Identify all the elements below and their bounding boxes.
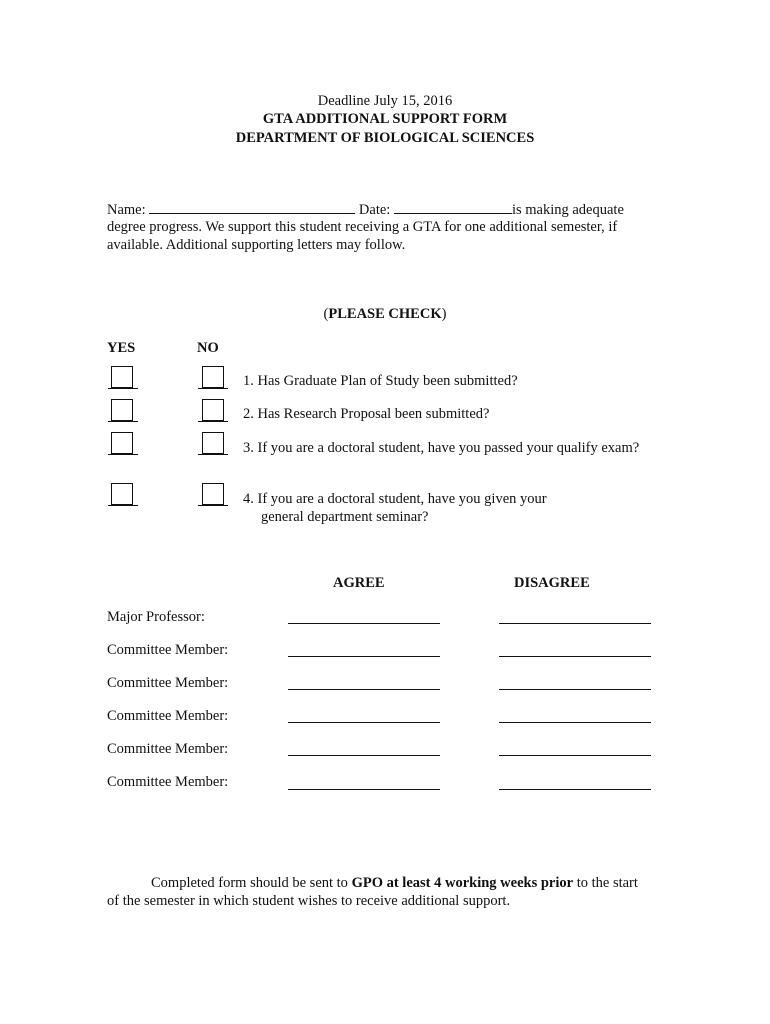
committee-member-1-agree-line[interactable] [288, 656, 440, 657]
name-label: Name: [107, 202, 146, 218]
intro-line1-tail: is making adequate [511, 202, 624, 218]
yes-checkbox-3-line [108, 454, 138, 455]
footer-line-2: of the semester in which student wishes to receive additional support. [107, 893, 511, 909]
yes-checkbox-3[interactable] [111, 432, 133, 454]
committee-member-4-label: Committee Member: [107, 741, 229, 757]
please-check-heading: (PLEASE CHECK) [323, 306, 447, 322]
question-4-continued: general department seminar? [261, 509, 429, 525]
no-checkbox-4-line [198, 505, 228, 506]
committee-member-5-agree-line[interactable] [288, 789, 440, 790]
committee-member-3-agree-line[interactable] [288, 722, 440, 723]
committee-member-5-label: Committee Member: [107, 774, 229, 790]
major-professor-agree-line[interactable] [288, 623, 440, 624]
committee-member-3-label: Committee Member: [107, 708, 229, 724]
question-3: 3. If you are a doctoral student, have you passed your qualify exam? [243, 440, 640, 456]
name-field[interactable] [149, 201, 355, 214]
agree-column-label: AGREE [333, 575, 385, 591]
major-professor-disagree-line[interactable] [499, 623, 651, 624]
yes-checkbox-1[interactable] [111, 366, 133, 388]
question-1: 1. Has Graduate Plan of Study been submitted? [243, 373, 518, 389]
no-checkbox-3-line [198, 454, 228, 455]
committee-member-2-disagree-line[interactable] [499, 689, 651, 690]
intro-line-3: available. Additional supporting letters may follow. [107, 237, 406, 253]
footer-text-start: Completed form should be sent to [151, 875, 352, 891]
major-professor-label: Major Professor: [107, 609, 205, 625]
yes-checkbox-4[interactable] [111, 483, 133, 505]
footer-text-end: to the start [573, 875, 638, 891]
committee-member-4-agree-line[interactable] [288, 755, 440, 756]
committee-member-5-disagree-line[interactable] [499, 789, 651, 790]
deadline-text: Deadline July 15, 2016 [317, 93, 453, 109]
question-2: 2. Has Research Proposal been submitted? [243, 406, 490, 422]
footer-line-1 [151, 875, 638, 892]
yes-checkbox-2[interactable] [111, 399, 133, 421]
yes-checkbox-2-line [108, 421, 138, 422]
intro-line-2: degree progress. We support this student receiving a GTA for one additional semester, if [107, 219, 618, 235]
no-checkbox-1[interactable] [202, 366, 224, 388]
no-checkbox-2-line [198, 421, 228, 422]
no-checkbox-2[interactable] [202, 399, 224, 421]
yes-column-label: YES [107, 340, 136, 356]
disagree-column-label: DISAGREE [514, 575, 590, 591]
no-checkbox-4[interactable] [202, 483, 224, 505]
yes-checkbox-4-line [108, 505, 138, 506]
no-column-label: NO [197, 340, 219, 356]
committee-member-1-label: Committee Member: [107, 642, 229, 658]
footer-text-emphasis: GPO at least 4 working weeks prior [351, 875, 574, 891]
question-4: 4. If you are a doctoral student, have you given your [243, 491, 547, 507]
date-label: Date: [358, 202, 391, 218]
committee-member-2-label: Committee Member: [107, 675, 229, 691]
no-checkbox-1-line [198, 388, 228, 389]
committee-member-4-disagree-line[interactable] [499, 755, 651, 756]
intro-line-1 [107, 201, 624, 219]
yes-checkbox-1-line [108, 388, 138, 389]
date-field[interactable] [394, 201, 512, 214]
committee-member-2-agree-line[interactable] [288, 689, 440, 690]
please-check-text: PLEASE CHECK [328, 306, 442, 322]
form-title: GTA ADDITIONAL SUPPORT FORM [262, 111, 508, 127]
department-title: DEPARTMENT OF BIOLOGICAL SCIENCES [235, 130, 535, 146]
no-checkbox-3[interactable] [202, 432, 224, 454]
committee-member-1-disagree-line[interactable] [499, 656, 651, 657]
committee-member-3-disagree-line[interactable] [499, 722, 651, 723]
